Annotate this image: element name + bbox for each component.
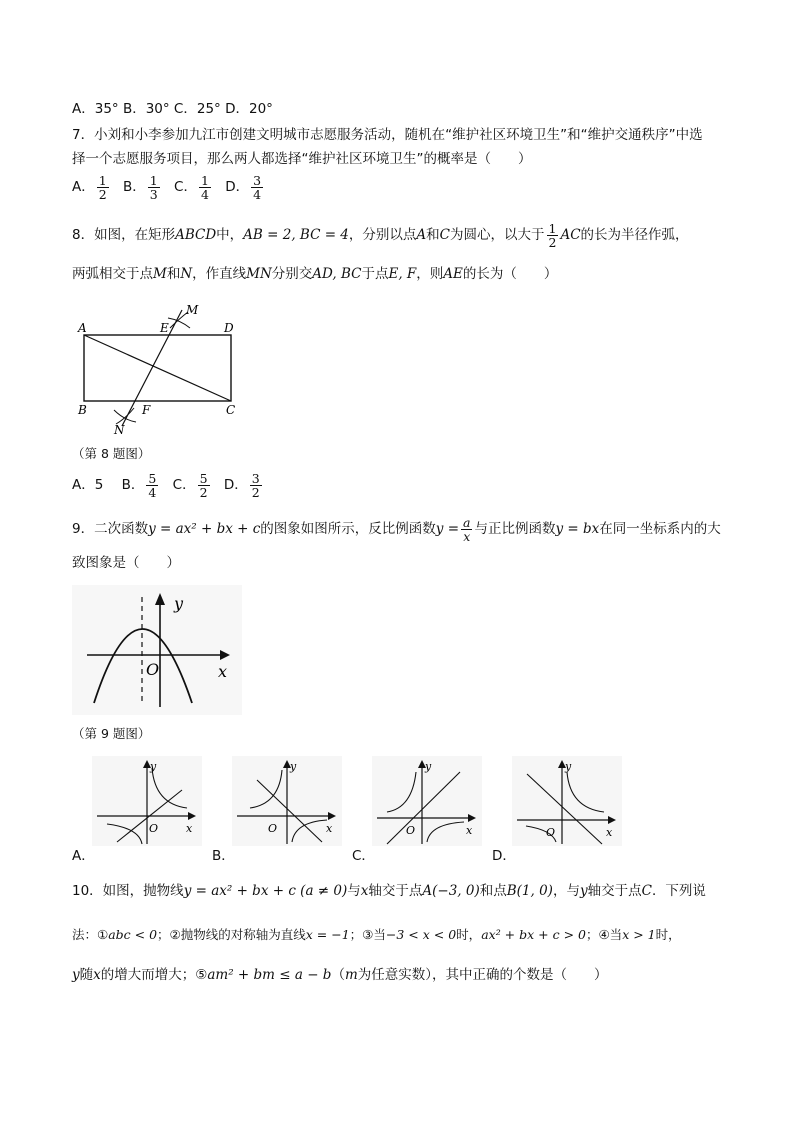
label-m: M xyxy=(186,303,199,317)
q10-text-line3: y随x的增大而增大；⑤am² + bm ≤ a − b（m为任意实数），其中正确的个数是（ ） xyxy=(72,967,608,983)
svg-text:y: y xyxy=(290,760,297,773)
q7-text-line1: 7．小刘和小李参加九江市创建文明城市志愿服务活动，随机在“维护社区环境卫生”和“维护交通秩序”中选 xyxy=(72,127,703,143)
svg-text:x: x xyxy=(186,822,193,835)
q9-choice-a-graph xyxy=(92,756,202,846)
q7-option-b-fraction: $\frac{1}{3}$ xyxy=(149,172,158,202)
q8-figure xyxy=(72,300,252,440)
svg-text:O: O xyxy=(149,822,159,835)
q7-option-c-label: C． xyxy=(174,179,197,195)
svg-text:x: x xyxy=(326,822,333,835)
q8-option-b-label: B． xyxy=(121,477,145,493)
svg-text:O: O xyxy=(406,824,416,837)
q7-option-d-label: D． xyxy=(225,179,250,195)
q8-options: A．5 B． $\frac{5}{4}$ C． $\frac{5}{2}$ D． $\frac{3}{2}$ xyxy=(72,470,260,500)
q7-options xyxy=(72,172,265,202)
q8-option-d-label: D． xyxy=(223,477,248,493)
svg-text:O: O xyxy=(546,826,556,839)
label-e: E xyxy=(160,321,169,335)
q9-choice-d-label[interactable]: D． xyxy=(492,848,516,864)
diagonal-ac xyxy=(84,335,231,401)
q7-option-a-label: A． xyxy=(72,179,95,195)
label-n: N xyxy=(114,423,125,437)
label-b: B xyxy=(78,403,87,417)
svg-text:y: y xyxy=(425,760,432,773)
q8-half-fraction: $\frac{1}{2}$ xyxy=(548,220,557,250)
q8-text-line1: 8．如图，在矩形ABCD中，AB = 2, BC = 4，分别以点A和C为圆心，以大于 $\frac{1}{2}$ AC的长为半径作弧， xyxy=(72,220,689,250)
label-f: F xyxy=(142,403,151,417)
q7-option-b-label: B． xyxy=(123,179,146,195)
svg-text:O: O xyxy=(268,822,278,835)
q7-option-a-fraction: $\frac{1}{2}$ xyxy=(98,172,107,202)
q10-text-line2: 法：①abc < 0；②抛物线的对称轴为直线x = −1；③当−3 < x < 0时，ax² + bx + c > 0；④当x > 1时， xyxy=(72,927,681,942)
q8-figure-caption: （第 8 题图） xyxy=(72,446,151,461)
arc-n2 xyxy=(116,408,134,424)
origin-label: O xyxy=(146,660,160,679)
q7-option-c-fraction: $\frac{1}{4}$ xyxy=(200,172,209,202)
q9-text-line1: 9．二次函数y = ax² + bx + c的图象如图所示，反比例函数y = $\frac{a}{x}$ 与正比例函数y = bx在同一坐标系内的大 xyxy=(72,514,721,544)
svg-text:y: y xyxy=(150,760,157,773)
q9-choice-b-label[interactable]: B． xyxy=(212,848,235,864)
label-c: C xyxy=(226,403,236,417)
q7-text-line2: 择一个志愿服务项目，那么两人都选择“维护社区环境卫生”的概率是（ ） xyxy=(72,151,532,167)
q9-parabola-figure xyxy=(72,585,242,715)
x-label: x xyxy=(218,662,228,681)
q9-text-line2: 致图象是（ ） xyxy=(72,555,180,571)
svg-text:x: x xyxy=(606,826,613,839)
line-mn xyxy=(122,310,182,426)
q9-choice-a-label[interactable]: A． xyxy=(72,848,95,864)
svg-text:y: y xyxy=(565,760,572,773)
label-a: A xyxy=(78,321,87,335)
q9-figure-caption: （第 9 题图） xyxy=(72,726,151,741)
q9-a-over-x: $\frac{a}{x}$ xyxy=(463,514,471,544)
svg-text:x: x xyxy=(466,824,473,837)
q9-choice-d-graph xyxy=(512,756,622,846)
q10-text-line1: 10．如图，抛物线y = ax² + bx + c (a ≠ 0)与x轴交于点A(−3, 0)和点B(1, 0)，与y轴交于点C．下列说 xyxy=(72,883,706,899)
q6-options: A．35° B．30° C．25° D．20° xyxy=(72,101,273,117)
q8-text-line2: 两弧相交于点M和N，作直线MN分别交AD, BC于点E, F，则AE的长为（ ） xyxy=(72,266,558,282)
q7-option-d-fraction: $\frac{3}{4}$ xyxy=(253,172,262,202)
q8-option-c-label: C． xyxy=(172,477,196,493)
q9-choice-b-graph xyxy=(232,756,342,846)
y-label: y xyxy=(174,594,184,613)
q9-choice-c-graph xyxy=(372,756,482,846)
q9-choice-c-label[interactable]: C． xyxy=(352,848,375,864)
label-d: D xyxy=(224,321,234,335)
q8-option-a: A．5 xyxy=(72,477,104,493)
